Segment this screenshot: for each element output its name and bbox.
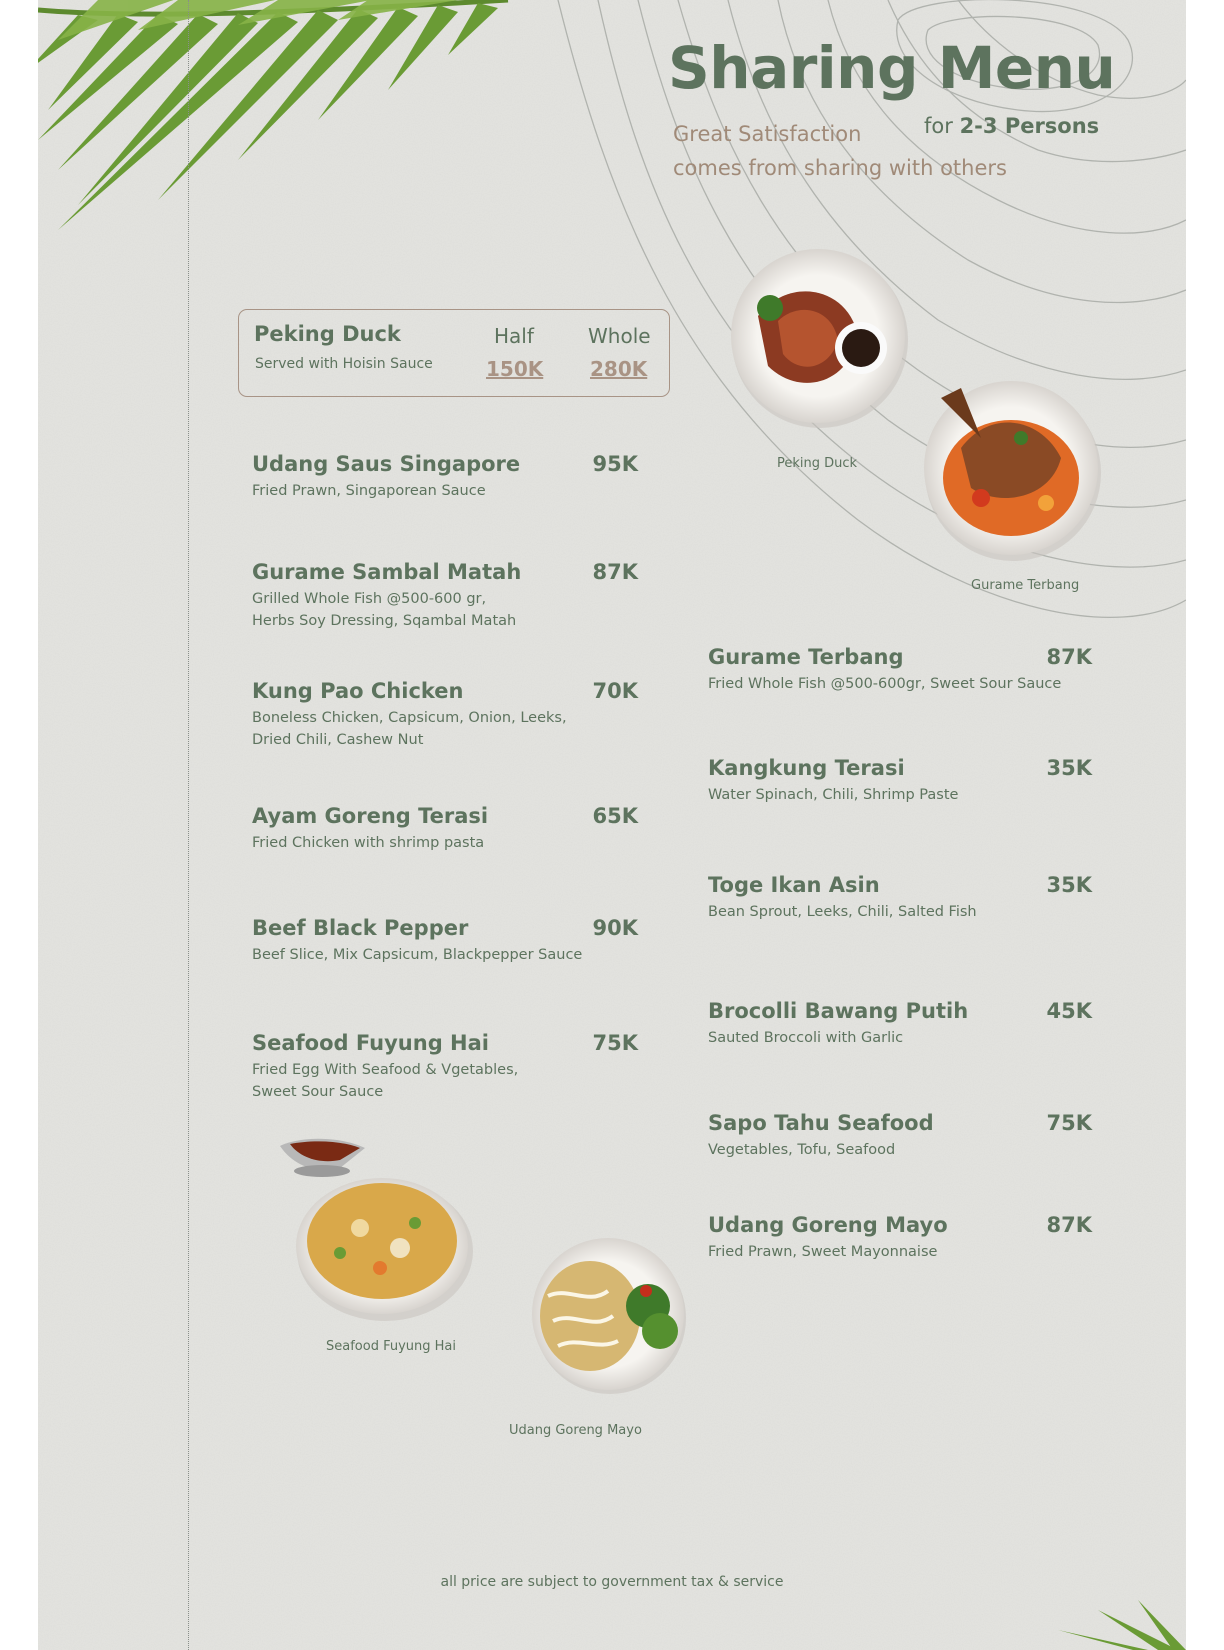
- menu-item: [252, 452, 520, 502]
- footer-note: all price are subject to government tax & service: [440, 1574, 784, 1590]
- item-description: Vegetables, Tofu, Seafood: [708, 1142, 896, 1158]
- item-price: 87K: [592, 560, 638, 584]
- item-description: Grilled Whole Fish @500-600 gr, Herbs Soy Dressing, Sqambal Matah: [252, 591, 517, 629]
- whole-label: Whole: [588, 324, 651, 348]
- featured-description: Served with Hoisin Sauce: [255, 356, 433, 372]
- item-price: 35K: [1046, 873, 1092, 897]
- item-price: 95K: [592, 452, 638, 476]
- udang-goreng-mayo-photo: [528, 1236, 693, 1396]
- item-name: Beef Black Pepper: [252, 916, 469, 940]
- dotted-divider: [188, 0, 189, 1650]
- item-description: Boneless Chicken, Capsicum, Onion, Leeks, Dried Chili, Cashew Nut: [252, 710, 567, 748]
- peking-duck-photo: [728, 246, 913, 431]
- item-name: Brocolli Bawang Putih: [708, 999, 969, 1023]
- item-price: 35K: [1046, 756, 1092, 780]
- item-price: 75K: [592, 1031, 638, 1055]
- photo-caption: Udang Goreng Mayo: [509, 1423, 642, 1438]
- menu-item: [708, 1213, 948, 1263]
- whole-price: 280K: [590, 357, 648, 381]
- item-description: Fried Whole Fish @500-600gr, Sweet Sour Sauce: [708, 676, 1062, 692]
- menu-item: [708, 999, 968, 1049]
- item-price: 87K: [1046, 645, 1092, 669]
- item-price: 75K: [1046, 1111, 1092, 1135]
- item-price: 65K: [592, 804, 638, 828]
- item-name: Ayam Goreng Terasi: [252, 804, 489, 828]
- menu-item: [708, 645, 1061, 695]
- item-name: Udang Saus Singapore: [252, 452, 521, 476]
- item-name: Sapo Tahu Seafood: [708, 1111, 934, 1135]
- photo-caption: Seafood Fuyung Hai: [326, 1339, 456, 1354]
- menu-item: [252, 916, 582, 966]
- menu-page: [38, 0, 1186, 1650]
- seafood-fuyung-hai-photo: [260, 1128, 510, 1328]
- item-description: Fried Egg With Seafood & Vgetables, Sweet Sour Sauce: [252, 1062, 519, 1100]
- item-description: Fried Prawn, Singaporean Sauce: [252, 483, 486, 499]
- menu-item: [708, 873, 977, 923]
- page-title: Sharing Menu: [668, 34, 1116, 102]
- item-name: Kung Pao Chicken: [252, 679, 464, 703]
- item-description: Fried Prawn, Sweet Mayonnaise: [708, 1244, 938, 1260]
- menu-item: [252, 1031, 518, 1103]
- half-price: 150K: [486, 357, 544, 381]
- gurame-terbang-photo: [921, 378, 1106, 563]
- serving-size: for 2-3 Persons: [924, 114, 1100, 138]
- item-name: Gurame Terbang: [708, 645, 904, 669]
- item-description: Sauted Broccoli with Garlic: [708, 1030, 904, 1046]
- featured-name: Peking Duck: [254, 322, 401, 346]
- item-description: Bean Sprout, Leeks, Chili, Salted Fish: [708, 904, 977, 920]
- menu-item: [252, 679, 567, 751]
- menu-item: [252, 804, 488, 854]
- tagline-line-1: Great Satisfaction: [673, 122, 862, 146]
- item-name: Toge Ikan Asin: [708, 873, 880, 897]
- item-price: 87K: [1046, 1213, 1092, 1237]
- photo-caption: Gurame Terbang: [971, 578, 1080, 593]
- item-name: Seafood Fuyung Hai: [252, 1031, 489, 1055]
- item-name: Udang Goreng Mayo: [708, 1213, 948, 1237]
- item-price: 45K: [1046, 999, 1092, 1023]
- half-label: Half: [494, 324, 534, 348]
- item-name: Kangkung Terasi: [708, 756, 905, 780]
- tagline-line-2: comes from sharing with others: [673, 156, 1007, 180]
- item-name: Gurame Sambal Matah: [252, 560, 522, 584]
- menu-item: [252, 560, 521, 632]
- menu-item: [708, 756, 958, 806]
- photo-caption: Peking Duck: [777, 456, 858, 471]
- item-price: 90K: [592, 916, 638, 940]
- item-description: Fried Chicken with shrimp pasta: [252, 835, 485, 851]
- item-description: Beef Slice, Mix Capsicum, Blackpepper Sauce: [252, 947, 583, 963]
- item-description: Water Spinach, Chili, Shrimp Paste: [708, 787, 959, 803]
- item-price: 70K: [592, 679, 638, 703]
- menu-item: [708, 1111, 934, 1161]
